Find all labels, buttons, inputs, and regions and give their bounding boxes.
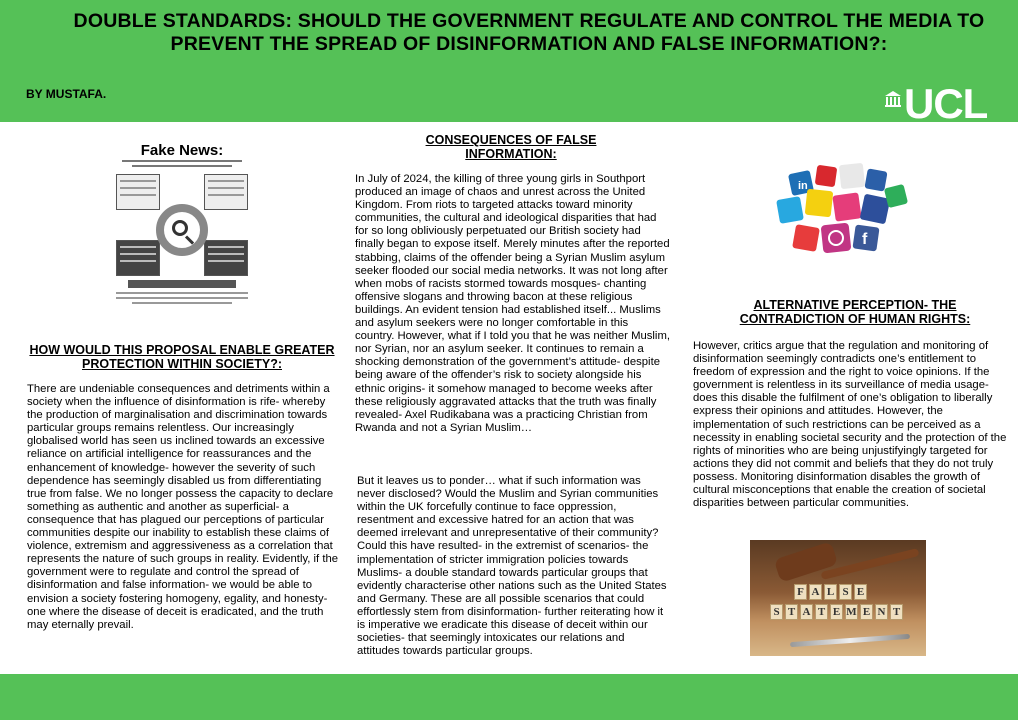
svg-text:in: in bbox=[798, 180, 808, 192]
infographic-title: Fake News: bbox=[140, 142, 224, 159]
pen-icon bbox=[790, 634, 910, 647]
statement-word-tiles: S T A T E M E N T bbox=[770, 604, 903, 620]
infographic-box bbox=[204, 240, 248, 276]
left-body: There are undeniable consequences and detriments within a society when the influence of disinformation is rife- whereby the production of marginalisation and discrimination towards particular groups remains relentless. Our increasingly globalised world has seen us inclined towards an excessive reliance on artificial intelligence for reassurances and the enhancement of knowledge- however the severity of such dependence has seemingly disabled us from differentiating true from false. We no longer possess the capacity to declare something as authentic and another as superficial- a consequence that has plagued our perceptions of particular communities despite our inability to establish these claims of violence, extremism and aggressiveness as a correlation that represents the nature of such groups in reality. Evidently, if the government were to regulate and control the spread of disinformation and false information- we would be able to envision a society fostering homogeny, egality, and honesty- one where the disease of deceit is eradicated, and the truth may eternally prevail. bbox=[27, 383, 339, 631]
header-banner bbox=[0, 0, 1018, 127]
poster-title: DOUBLE STANDARDS: SHOULD THE GOVERNMENT REGULATE AND CONTROL THE MEDIA TO PREVENT THE SPREAD OF DISINFORMATION AND FALSE INFORMATION?: bbox=[73, 10, 985, 55]
ucl-logo bbox=[884, 80, 1002, 127]
middle-heading: CONSEQUENCES OF FALSE INFORMATION: bbox=[425, 133, 597, 161]
portico-icon bbox=[884, 90, 902, 108]
infographic-box bbox=[116, 174, 160, 210]
fake-news-infographic bbox=[108, 140, 256, 318]
middle-para-1: In July of 2024, the killing of three young girls in Southport produced an image of chaos and unrest across the United Kingdom. From riots to targeted attacks toward minority communities, the cultural and ideological disparities that had for so long obliviously perpetuated our British society had finally began to expose itself. Merely minutes after the reported stabbing, claims of the offender being a Syrian Muslim asylum seeker flooded our social media networks. It was not long after when mobs of racists stormed towards mosques- chanting offensive slogans and throwing bacon at these religious buildings. An evident tension had established itself... Muslims and asylum seekers were no longer comfortable in this country. However, what if I told you that he was neither Muslim, nor Syrian, nor an asylum seeker. It continues to remain a shocking demonstration of the government’s attitude- despite being aware of the offender’s risk to society alongside his ethnic origins- it somehow managed to become weeks after these religiously aggravated attacks that the truth was finally revealed- Axel Rudikabana was a practicing Christian from Rwanda and not a Syrian Muslim… bbox=[355, 173, 670, 434]
magnifier-icon bbox=[172, 220, 188, 236]
ucl-logo-text: UCL bbox=[904, 80, 988, 127]
infographic-box bbox=[116, 240, 160, 276]
svg-text:f: f bbox=[862, 231, 868, 248]
footer-banner bbox=[0, 674, 1018, 720]
middle-para-2: But it leaves us to ponder… what if such information was never disclosed? Would the Muslim and Syrian communities within the UK forcefully continue to face oppression, resentment and excessive hatred for an action that was deemed irrelevant and unrepresentative of their community? Could this have resulted- in the extremist of scenarios- the implementation of stricter immigration policies towards Muslims- a double standard towards particular groups that evidently characterise other nations such as the United States and Germany. These are all possible scenarios that could effortlessly stem from disinformation- further reiterating how it is imperative we eradicate this disease of deceit within our societies- that seemingly intoxicates our relations and attitudes towards particular groups. bbox=[357, 475, 667, 658]
left-heading: HOW WOULD THIS PROPOSAL ENABLE GREATER PROTECTION WITHIN SOCIETY?: bbox=[29, 343, 335, 371]
right-heading: ALTERNATIVE PERCEPTION- THE CONTRADICTION OF HUMAN RIGHTS: bbox=[739, 298, 971, 326]
false-word-tiles: F A L S E bbox=[794, 584, 867, 600]
false-statement-image bbox=[750, 540, 926, 656]
author-byline: BY MUSTAFA. bbox=[26, 87, 107, 101]
right-body: However, critics argue that the regulation and monitoring of disinformation seemingly contradicts one’s entitlement to freedom of expression and the right to voice opinions. If the government is relentless in its surveillance of media usage- does this disable the fulfilment of one’s obligation to liberally express their opinions and attitudes. However, the implementation of such restrictions can be perceived as a necessity in enabling societal security and the protection of the rights of minorities who are being unjustifyingly targeted for actions they did not commit and beliefs that they do not truly possess. Monitoring disinformation disables the growth of cultural misconceptions that enable the creation of societal disparities between particular communities. bbox=[693, 340, 1007, 510]
social-media-cubes-image bbox=[776, 160, 910, 270]
infographic-box bbox=[204, 174, 248, 210]
